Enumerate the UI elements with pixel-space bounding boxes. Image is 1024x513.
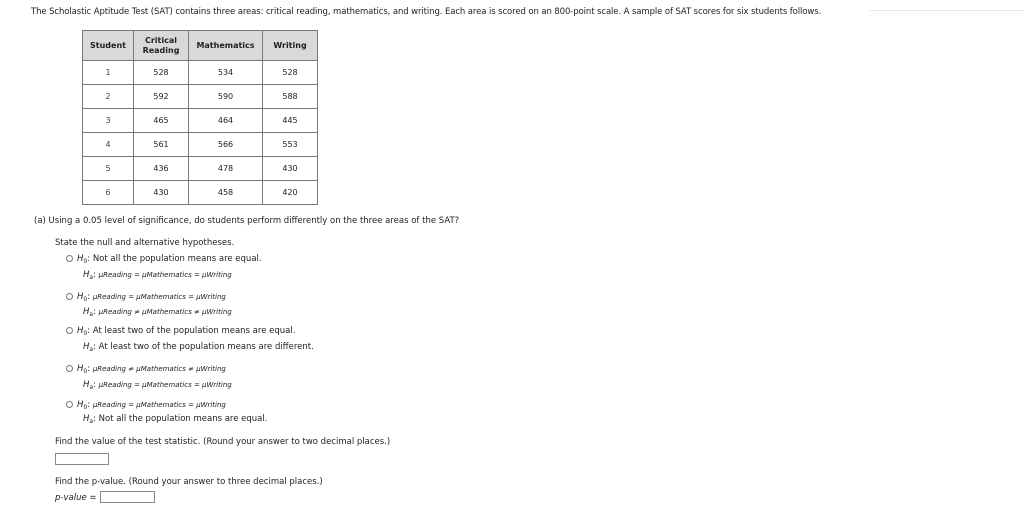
option-5-alternative: Not all the population means are equal. xyxy=(98,414,268,424)
table-row xyxy=(83,181,318,205)
writing-cell: 528 xyxy=(263,61,318,85)
p-value-label xyxy=(55,493,97,503)
writing-cell: 430 xyxy=(263,157,318,181)
test-statistic-input[interactable] xyxy=(55,453,109,465)
reading-cell: 430 xyxy=(134,181,189,205)
option-4-alternative-line: $H_a$: μReading = μMathematics = μWriting xyxy=(83,380,232,391)
radio-button[interactable] xyxy=(66,293,73,300)
option-4-alternative: μReading = μMathematics = μWriting xyxy=(98,381,232,389)
writing-cell: 445 xyxy=(263,109,318,133)
option-5-null: μReading = μMathematics = μWriting xyxy=(92,401,226,409)
option-2-null: μReading = μMathematics = μWriting xyxy=(92,293,226,301)
option-1-alternative-line: $H_a$: μReading = μMathematics = μWriting xyxy=(83,270,232,281)
table-row xyxy=(83,85,318,109)
table-row xyxy=(83,109,318,133)
header-writing: Writing xyxy=(263,31,318,61)
radio-button[interactable] xyxy=(66,255,73,262)
hypotheses-instruction: State the null and alternative hypotheses. xyxy=(55,238,235,248)
header-mathematics: Mathematics xyxy=(189,31,263,61)
header-critical-reading xyxy=(134,31,189,61)
reading-cell: 465 xyxy=(134,109,189,133)
radio-button[interactable] xyxy=(66,401,73,408)
hypothesis-option-5[interactable]: $H_0$: μReading = μMathematics = μWriting xyxy=(66,400,226,411)
option-3-null: At least two of the population means are equal. xyxy=(92,326,296,336)
reading-cell: 592 xyxy=(134,85,189,109)
option-1-null: Not all the population means are equal. xyxy=(92,254,262,264)
student-cell: 4 xyxy=(83,133,134,157)
p-value-label-text: p-value = xyxy=(55,493,97,503)
math-cell: 478 xyxy=(189,157,263,181)
option-3-alternative: At least two of the population means are different. xyxy=(98,342,314,352)
table-row xyxy=(83,61,318,85)
student-cell: 2 xyxy=(83,85,134,109)
student-cell: 6 xyxy=(83,181,134,205)
divider-line xyxy=(870,10,1024,11)
math-cell: 590 xyxy=(189,85,263,109)
student-cell: 5 xyxy=(83,157,134,181)
table-header-row xyxy=(83,31,318,61)
sat-scores-table xyxy=(82,30,318,205)
problem-intro: The Scholastic Aptitude Test (SAT) contains three areas: critical reading, mathematics, and writing. Each area is scored on an 800-point scale. A sample of SAT scores for six students follows. xyxy=(31,7,822,17)
math-cell: 458 xyxy=(189,181,263,205)
math-cell: 464 xyxy=(189,109,263,133)
math-cell: 534 xyxy=(189,61,263,85)
hypothesis-option-3[interactable]: $H_0$: At least two of the population means are equal. xyxy=(66,326,295,337)
student-cell: 1 xyxy=(83,61,134,85)
p-value-input[interactable] xyxy=(100,491,155,503)
option-5-alternative-line: $H_a$: Not all the population means are equal. xyxy=(83,414,268,425)
table-row xyxy=(83,133,318,157)
reading-cell: 528 xyxy=(134,61,189,85)
student-cell: 3 xyxy=(83,109,134,133)
header-student: Student xyxy=(83,31,134,61)
writing-cell: 553 xyxy=(263,133,318,157)
hypothesis-option-1[interactable]: $H_0$: Not all the population means are equal. xyxy=(66,254,262,265)
radio-button[interactable] xyxy=(66,365,73,372)
radio-button[interactable] xyxy=(66,327,73,334)
option-4-null: μReading ≠ μMathematics ≠ μWriting xyxy=(92,365,226,373)
header-critical-reading-label: Critical Reading xyxy=(142,35,180,55)
option-1-alternative: μReading = μMathematics = μWriting xyxy=(98,271,232,279)
reading-cell: 436 xyxy=(134,157,189,181)
hypothesis-option-4[interactable]: $H_0$: μReading ≠ μMathematics ≠ μWriting xyxy=(66,364,226,375)
p-value-prompt: Find the p-value. (Round your answer to three decimal places.) xyxy=(55,477,323,487)
option-2-alternative: μReading ≠ μMathematics ≠ μWriting xyxy=(98,308,232,316)
option-2-alternative-line: $H_a$: μReading ≠ μMathematics ≠ μWriting xyxy=(83,307,232,318)
writing-cell: 420 xyxy=(263,181,318,205)
test-statistic-prompt: Find the value of the test statistic. (Round your answer to two decimal places.) xyxy=(55,437,391,447)
writing-cell: 588 xyxy=(263,85,318,109)
reading-cell: 561 xyxy=(134,133,189,157)
table-row xyxy=(83,157,318,181)
option-3-alternative-line: $H_a$: At least two of the population means are different. xyxy=(83,342,314,353)
hypothesis-option-2[interactable]: $H_0$: μReading = μMathematics = μWriting xyxy=(66,292,226,303)
math-cell: 566 xyxy=(189,133,263,157)
part-a-question: (a) Using a 0.05 level of significance, do students perform differently on the three areas of the SAT? xyxy=(34,216,460,226)
